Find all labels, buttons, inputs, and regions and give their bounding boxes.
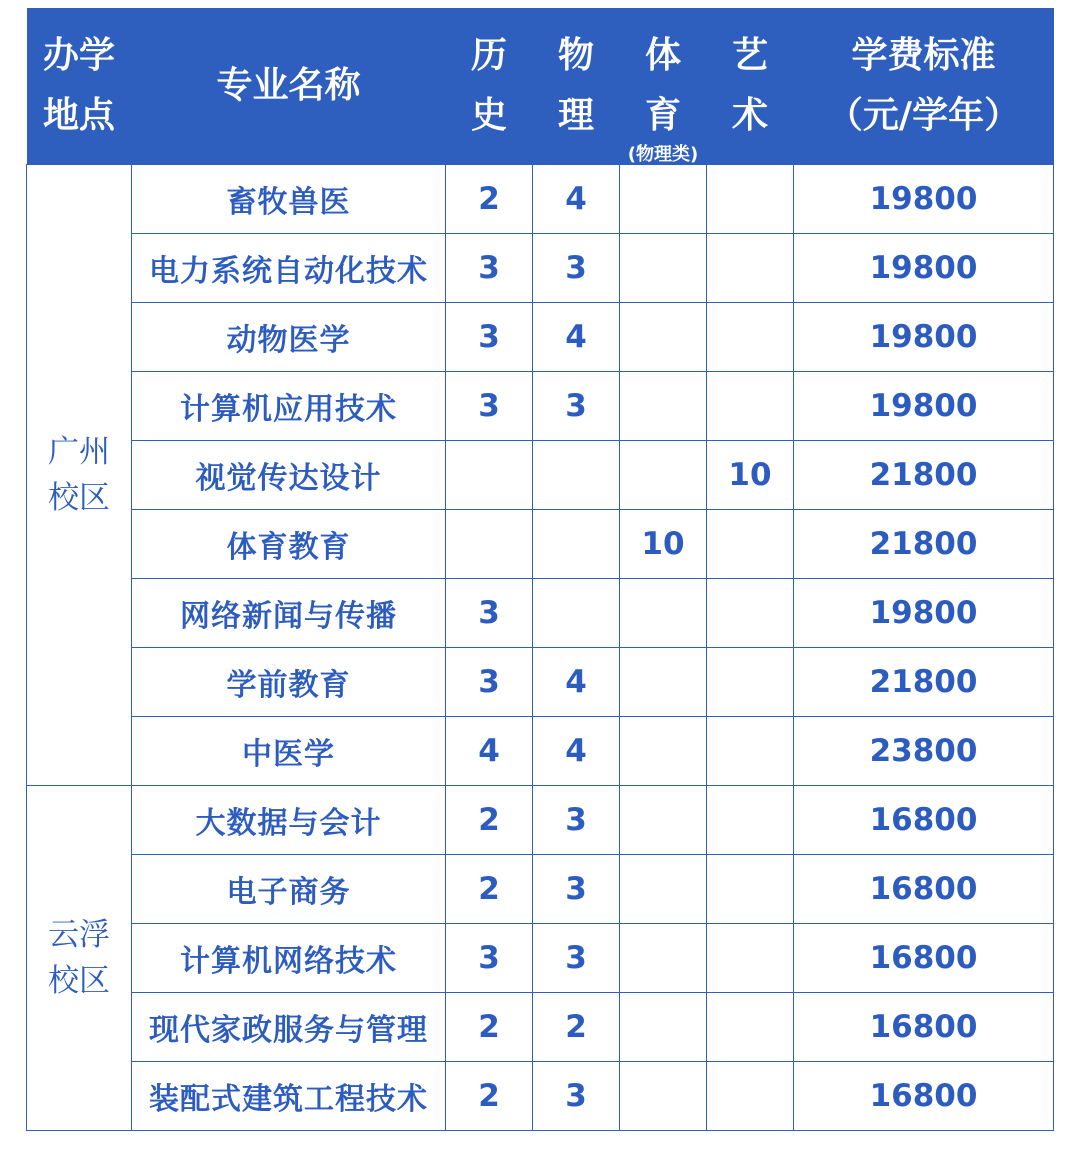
art-cell — [707, 648, 794, 717]
header-pe-note: (物理类) — [627, 144, 699, 165]
fee-cell: 21800 — [794, 648, 1054, 717]
history-cell — [446, 510, 533, 579]
fee-cell: 19800 — [794, 579, 1054, 648]
table-row — [27, 303, 1054, 372]
pe-cell — [620, 372, 707, 441]
table-row — [27, 648, 1054, 717]
art-cell — [707, 717, 794, 786]
major-cell: 中医学 — [132, 717, 446, 786]
major-cell: 动物医学 — [132, 303, 446, 372]
physics-cell: 4 — [533, 303, 620, 372]
pe-cell: 10 — [620, 510, 707, 579]
fee-cell: 19800 — [794, 372, 1054, 441]
table-row — [27, 855, 1054, 924]
header-art: 艺 术 — [707, 8, 794, 165]
physics-cell: 3 — [533, 1062, 620, 1131]
table-row — [27, 441, 1054, 510]
pe-cell — [620, 303, 707, 372]
history-cell: 3 — [446, 234, 533, 303]
art-cell — [707, 579, 794, 648]
header-location: 办学 地点 — [27, 8, 132, 165]
fee-cell: 16800 — [794, 1062, 1054, 1131]
art-cell — [707, 786, 794, 855]
physics-cell: 3 — [533, 855, 620, 924]
pe-cell — [620, 579, 707, 648]
pe-cell — [620, 1062, 707, 1131]
header-row — [27, 8, 1054, 165]
table-row — [27, 165, 1054, 234]
history-cell: 2 — [446, 165, 533, 234]
major-cell: 学前教育 — [132, 648, 446, 717]
major-cell: 体育教育 — [132, 510, 446, 579]
table-row — [27, 786, 1054, 855]
table-row — [27, 924, 1054, 993]
tuition-table — [26, 8, 1054, 1131]
history-cell: 2 — [446, 993, 533, 1062]
table-row — [27, 579, 1054, 648]
tuition-table-wrapper — [26, 8, 1054, 1131]
art-cell — [707, 372, 794, 441]
table-body — [27, 165, 1054, 1131]
physics-cell — [533, 441, 620, 510]
art-cell — [707, 855, 794, 924]
art-cell — [707, 924, 794, 993]
table-row — [27, 1062, 1054, 1131]
history-cell: 3 — [446, 924, 533, 993]
physics-cell: 3 — [533, 786, 620, 855]
fee-cell: 19800 — [794, 303, 1054, 372]
pe-cell — [620, 648, 707, 717]
physics-cell: 4 — [533, 165, 620, 234]
major-cell: 电子商务 — [132, 855, 446, 924]
physics-cell: 3 — [533, 372, 620, 441]
header-fee: 学费标准 （元/学年） — [794, 8, 1054, 165]
pe-cell — [620, 855, 707, 924]
table-row — [27, 510, 1054, 579]
fee-cell: 16800 — [794, 993, 1054, 1062]
header-physics: 物 理 — [533, 8, 620, 165]
pe-cell — [620, 924, 707, 993]
pe-cell — [620, 441, 707, 510]
history-cell: 3 — [446, 303, 533, 372]
header-major: 专业名称 — [132, 8, 446, 165]
major-cell: 计算机应用技术 — [132, 372, 446, 441]
history-cell: 4 — [446, 717, 533, 786]
fee-cell: 19800 — [794, 165, 1054, 234]
header-pe: 体 育 (物理类) — [620, 8, 707, 165]
table-header — [27, 8, 1054, 165]
pe-cell — [620, 717, 707, 786]
art-cell — [707, 165, 794, 234]
art-cell — [707, 510, 794, 579]
fee-cell: 16800 — [794, 786, 1054, 855]
major-cell: 畜牧兽医 — [132, 165, 446, 234]
table-row — [27, 717, 1054, 786]
pe-cell — [620, 234, 707, 303]
major-cell: 现代家政服务与管理 — [132, 993, 446, 1062]
fee-cell: 21800 — [794, 441, 1054, 510]
history-cell: 3 — [446, 579, 533, 648]
table-row — [27, 993, 1054, 1062]
fee-cell: 23800 — [794, 717, 1054, 786]
history-cell — [446, 441, 533, 510]
history-cell: 3 — [446, 372, 533, 441]
physics-cell: 2 — [533, 993, 620, 1062]
art-cell — [707, 234, 794, 303]
fee-cell: 16800 — [794, 924, 1054, 993]
major-cell: 计算机网络技术 — [132, 924, 446, 993]
pe-cell — [620, 786, 707, 855]
art-cell: 10 — [707, 441, 794, 510]
art-cell — [707, 993, 794, 1062]
fee-cell: 21800 — [794, 510, 1054, 579]
physics-cell — [533, 579, 620, 648]
art-cell — [707, 1062, 794, 1131]
table-row — [27, 372, 1054, 441]
physics-cell — [533, 510, 620, 579]
fee-cell: 16800 — [794, 855, 1054, 924]
campus-name-cell: 云浮 校区 — [27, 786, 132, 1131]
major-cell: 装配式建筑工程技术 — [132, 1062, 446, 1131]
physics-cell: 3 — [533, 234, 620, 303]
physics-cell: 3 — [533, 924, 620, 993]
major-cell: 大数据与会计 — [132, 786, 446, 855]
major-cell: 网络新闻与传播 — [132, 579, 446, 648]
major-cell: 电力系统自动化技术 — [132, 234, 446, 303]
physics-cell: 4 — [533, 648, 620, 717]
table-row — [27, 234, 1054, 303]
art-cell — [707, 303, 794, 372]
pe-cell — [620, 165, 707, 234]
header-history: 历 史 — [446, 8, 533, 165]
physics-cell: 4 — [533, 717, 620, 786]
history-cell: 2 — [446, 855, 533, 924]
pe-cell — [620, 993, 707, 1062]
fee-cell: 19800 — [794, 234, 1054, 303]
campus-name-cell: 广州 校区 — [27, 165, 132, 786]
history-cell: 2 — [446, 1062, 533, 1131]
history-cell: 3 — [446, 648, 533, 717]
major-cell: 视觉传达设计 — [132, 441, 446, 510]
history-cell: 2 — [446, 786, 533, 855]
